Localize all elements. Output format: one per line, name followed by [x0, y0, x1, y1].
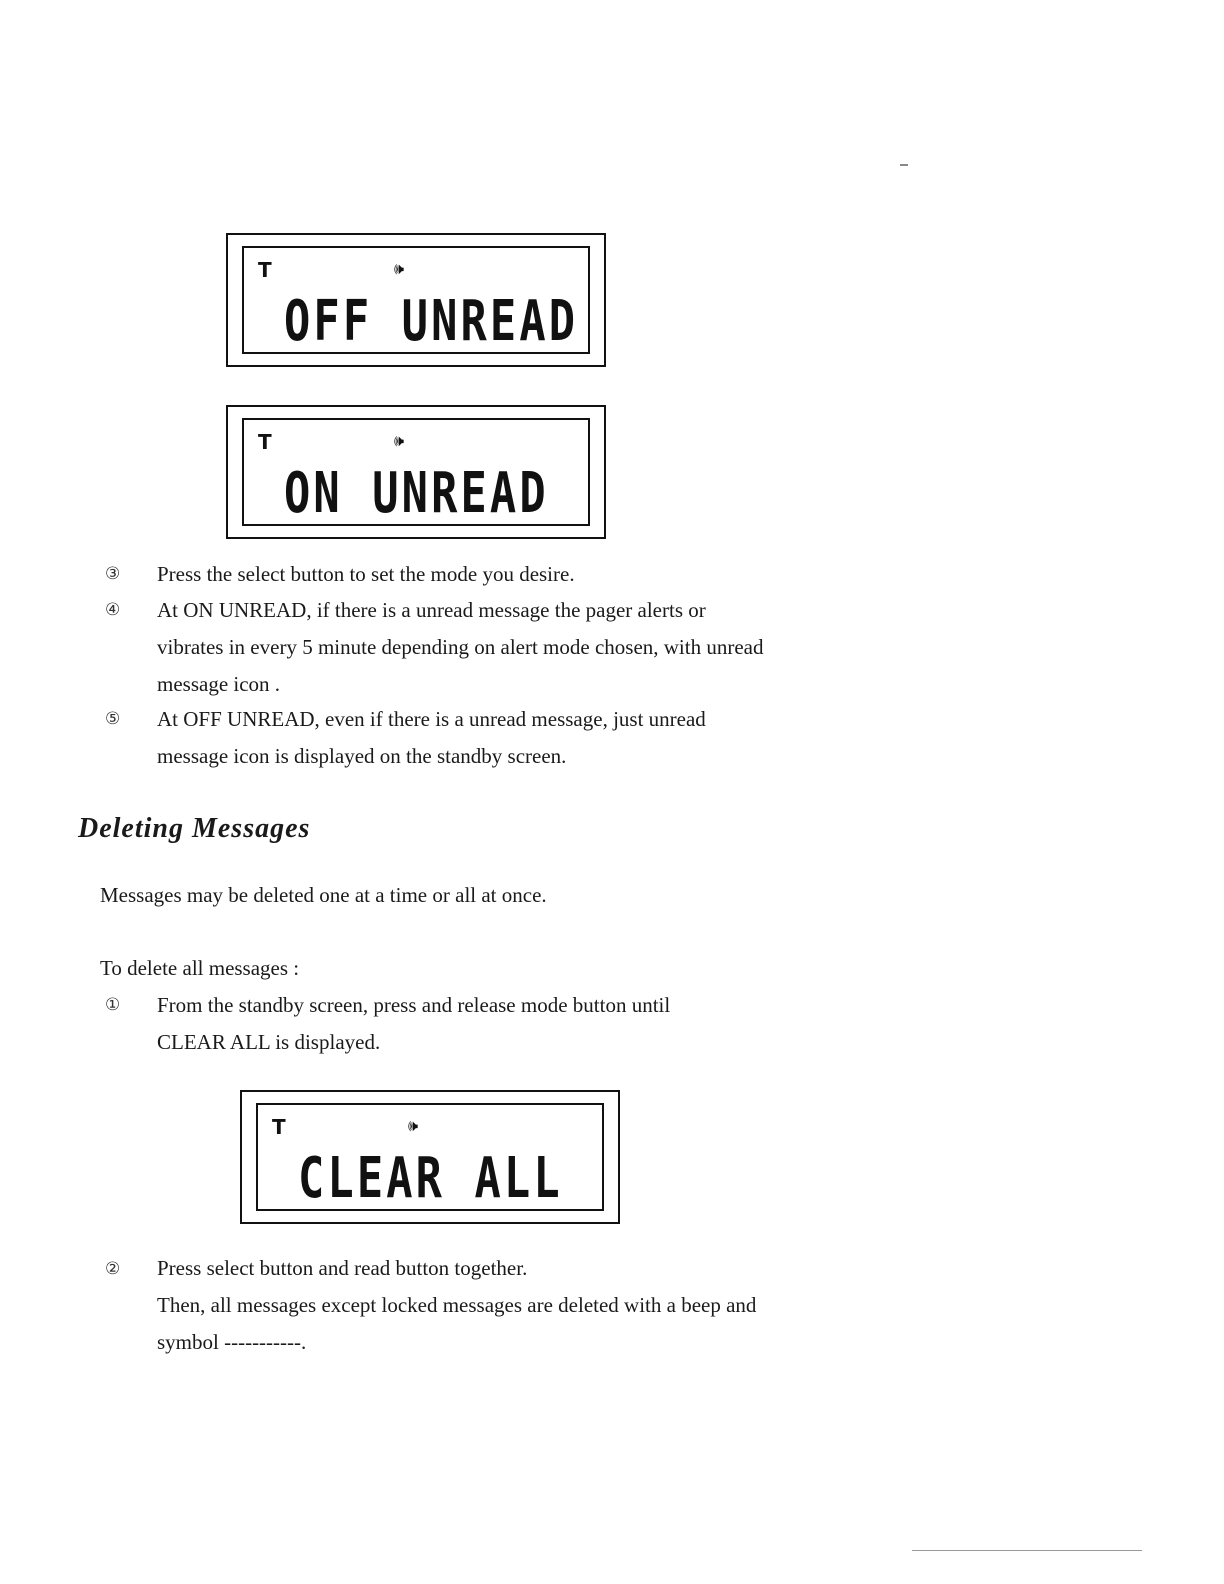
text-line: CLEAR ALL is displayed.: [157, 1030, 381, 1054]
section-heading: Deleting Messages: [78, 813, 311, 844]
step-text: [157, 556, 575, 593]
step-text: [157, 987, 670, 1061]
lcd-frame: [256, 1103, 604, 1211]
text-line: Press select button and read button together.: [157, 1256, 528, 1280]
antenna-icon: 𝗧: [272, 1115, 286, 1139]
subheading-text: To delete all messages :: [100, 956, 300, 980]
text-line: message icon is displayed on the standby screen.: [157, 744, 567, 768]
text-line: symbol -----------.: [157, 1330, 307, 1354]
scan-speck: [912, 1550, 1142, 1551]
speaker-icon: 🕪: [408, 1116, 419, 1135]
step-marker: ④: [105, 600, 121, 620]
lcd-text: OFF UNREAD: [284, 289, 579, 354]
antenna-icon: 𝗧: [258, 430, 272, 454]
lcd-display-on-unread: [226, 405, 606, 539]
antenna-icon: 𝗧: [258, 258, 272, 282]
scan-speck: [900, 164, 908, 166]
text-line: message icon .: [157, 672, 281, 696]
lcd-text: CLEAR ALL: [298, 1146, 563, 1211]
step-marker: ③: [105, 564, 121, 584]
lcd-display-off-unread: [226, 233, 606, 367]
text-line: vibrates in every 5 minute depending on alert mode chosen, with unread: [157, 635, 764, 659]
speaker-icon: 🕪: [394, 259, 405, 278]
speaker-icon: 🕪: [394, 431, 405, 450]
lcd-frame: [242, 418, 590, 526]
text-line: From the standby screen, press and release mode button until: [157, 993, 671, 1017]
lcd-frame: [242, 246, 590, 354]
step-text: [157, 701, 706, 775]
step-text: [157, 1250, 756, 1361]
intro-text: Messages may be deleted one at a time or all at once.: [100, 883, 547, 907]
step-marker: ②: [105, 1259, 121, 1279]
text-line: Then, all messages except locked messages are deleted with a beep and: [157, 1293, 757, 1317]
text-line: Press the select button to set the mode you desire.: [157, 562, 575, 586]
lcd-display-clear-all: [240, 1090, 620, 1224]
text-line: At ON UNREAD, if there is a unread message the pager alerts or: [157, 598, 706, 622]
step-marker: ①: [105, 995, 121, 1015]
text-line: At OFF UNREAD, even if there is a unread message, just unread: [157, 707, 706, 731]
lcd-text: ON UNREAD: [284, 461, 549, 526]
step-text: [157, 592, 764, 703]
step-marker: ⑤: [105, 709, 121, 729]
